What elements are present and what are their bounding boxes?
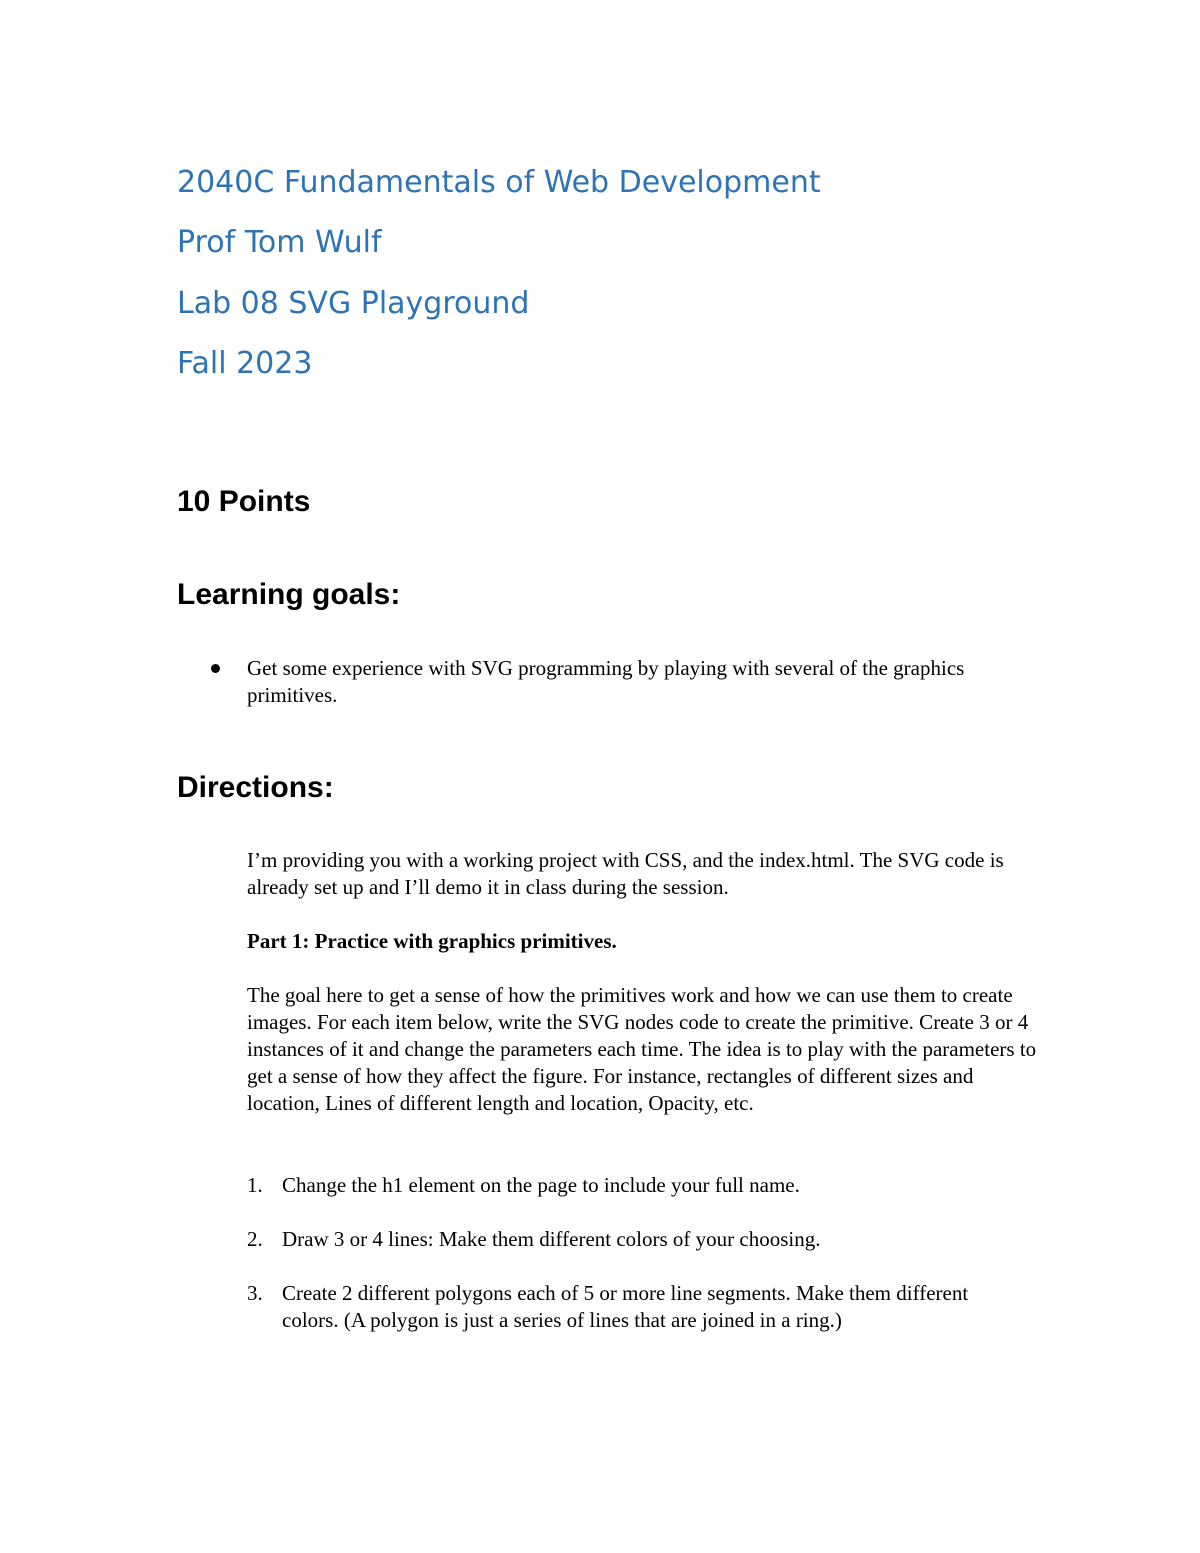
professor-name: Prof Tom Wulf xyxy=(177,225,382,260)
learning-goal-item: Get some experience with SVG programming by playing with several of the graphics primitives. xyxy=(247,656,965,707)
part1-heading: Part 1: Practice with graphics primitives. xyxy=(247,929,617,953)
course-title: 2040C Fundamentals of Web Development xyxy=(177,165,821,200)
step-number: 3. xyxy=(247,1281,263,1305)
directions-intro: I’m providing you with a working project with CSS, and the index.html. The SVG code is already set up and I’ll demo it in class during the session. xyxy=(247,848,1004,899)
step-number: 2. xyxy=(247,1227,263,1251)
points-heading: 10 Points xyxy=(177,485,311,518)
step-text: Change the h1 element on the page to include your full name. xyxy=(282,1173,800,1197)
step-text: Draw 3 or 4 lines: Make them different colors of your choosing. xyxy=(282,1227,821,1251)
learning-goals-heading: Learning goals: xyxy=(177,578,401,611)
bullet-icon xyxy=(211,664,220,673)
step-text: Create 2 different polygons each of 5 or more line segments. Make them different colors. (A polygon is just a series of lines that are joined in a ring.) xyxy=(282,1281,969,1332)
lab-title: Lab 08 SVG Playground xyxy=(177,286,530,321)
part1-body: The goal here to get a sense of how the primitives work and how we can use them to create images. For each item below, write the SVG nodes code to create the primitive. Create 3 or 4 instances of it and change the parameters each time. The idea is to play with the parameters to get a sense of how they affect the figure. For instance, rectangles of different sizes and location, Lines of different length and location, Opacity, etc. xyxy=(247,983,1037,1115)
directions-heading: Directions: xyxy=(177,771,334,804)
step-number: 1. xyxy=(247,1173,263,1197)
term: Fall 2023 xyxy=(177,346,313,381)
